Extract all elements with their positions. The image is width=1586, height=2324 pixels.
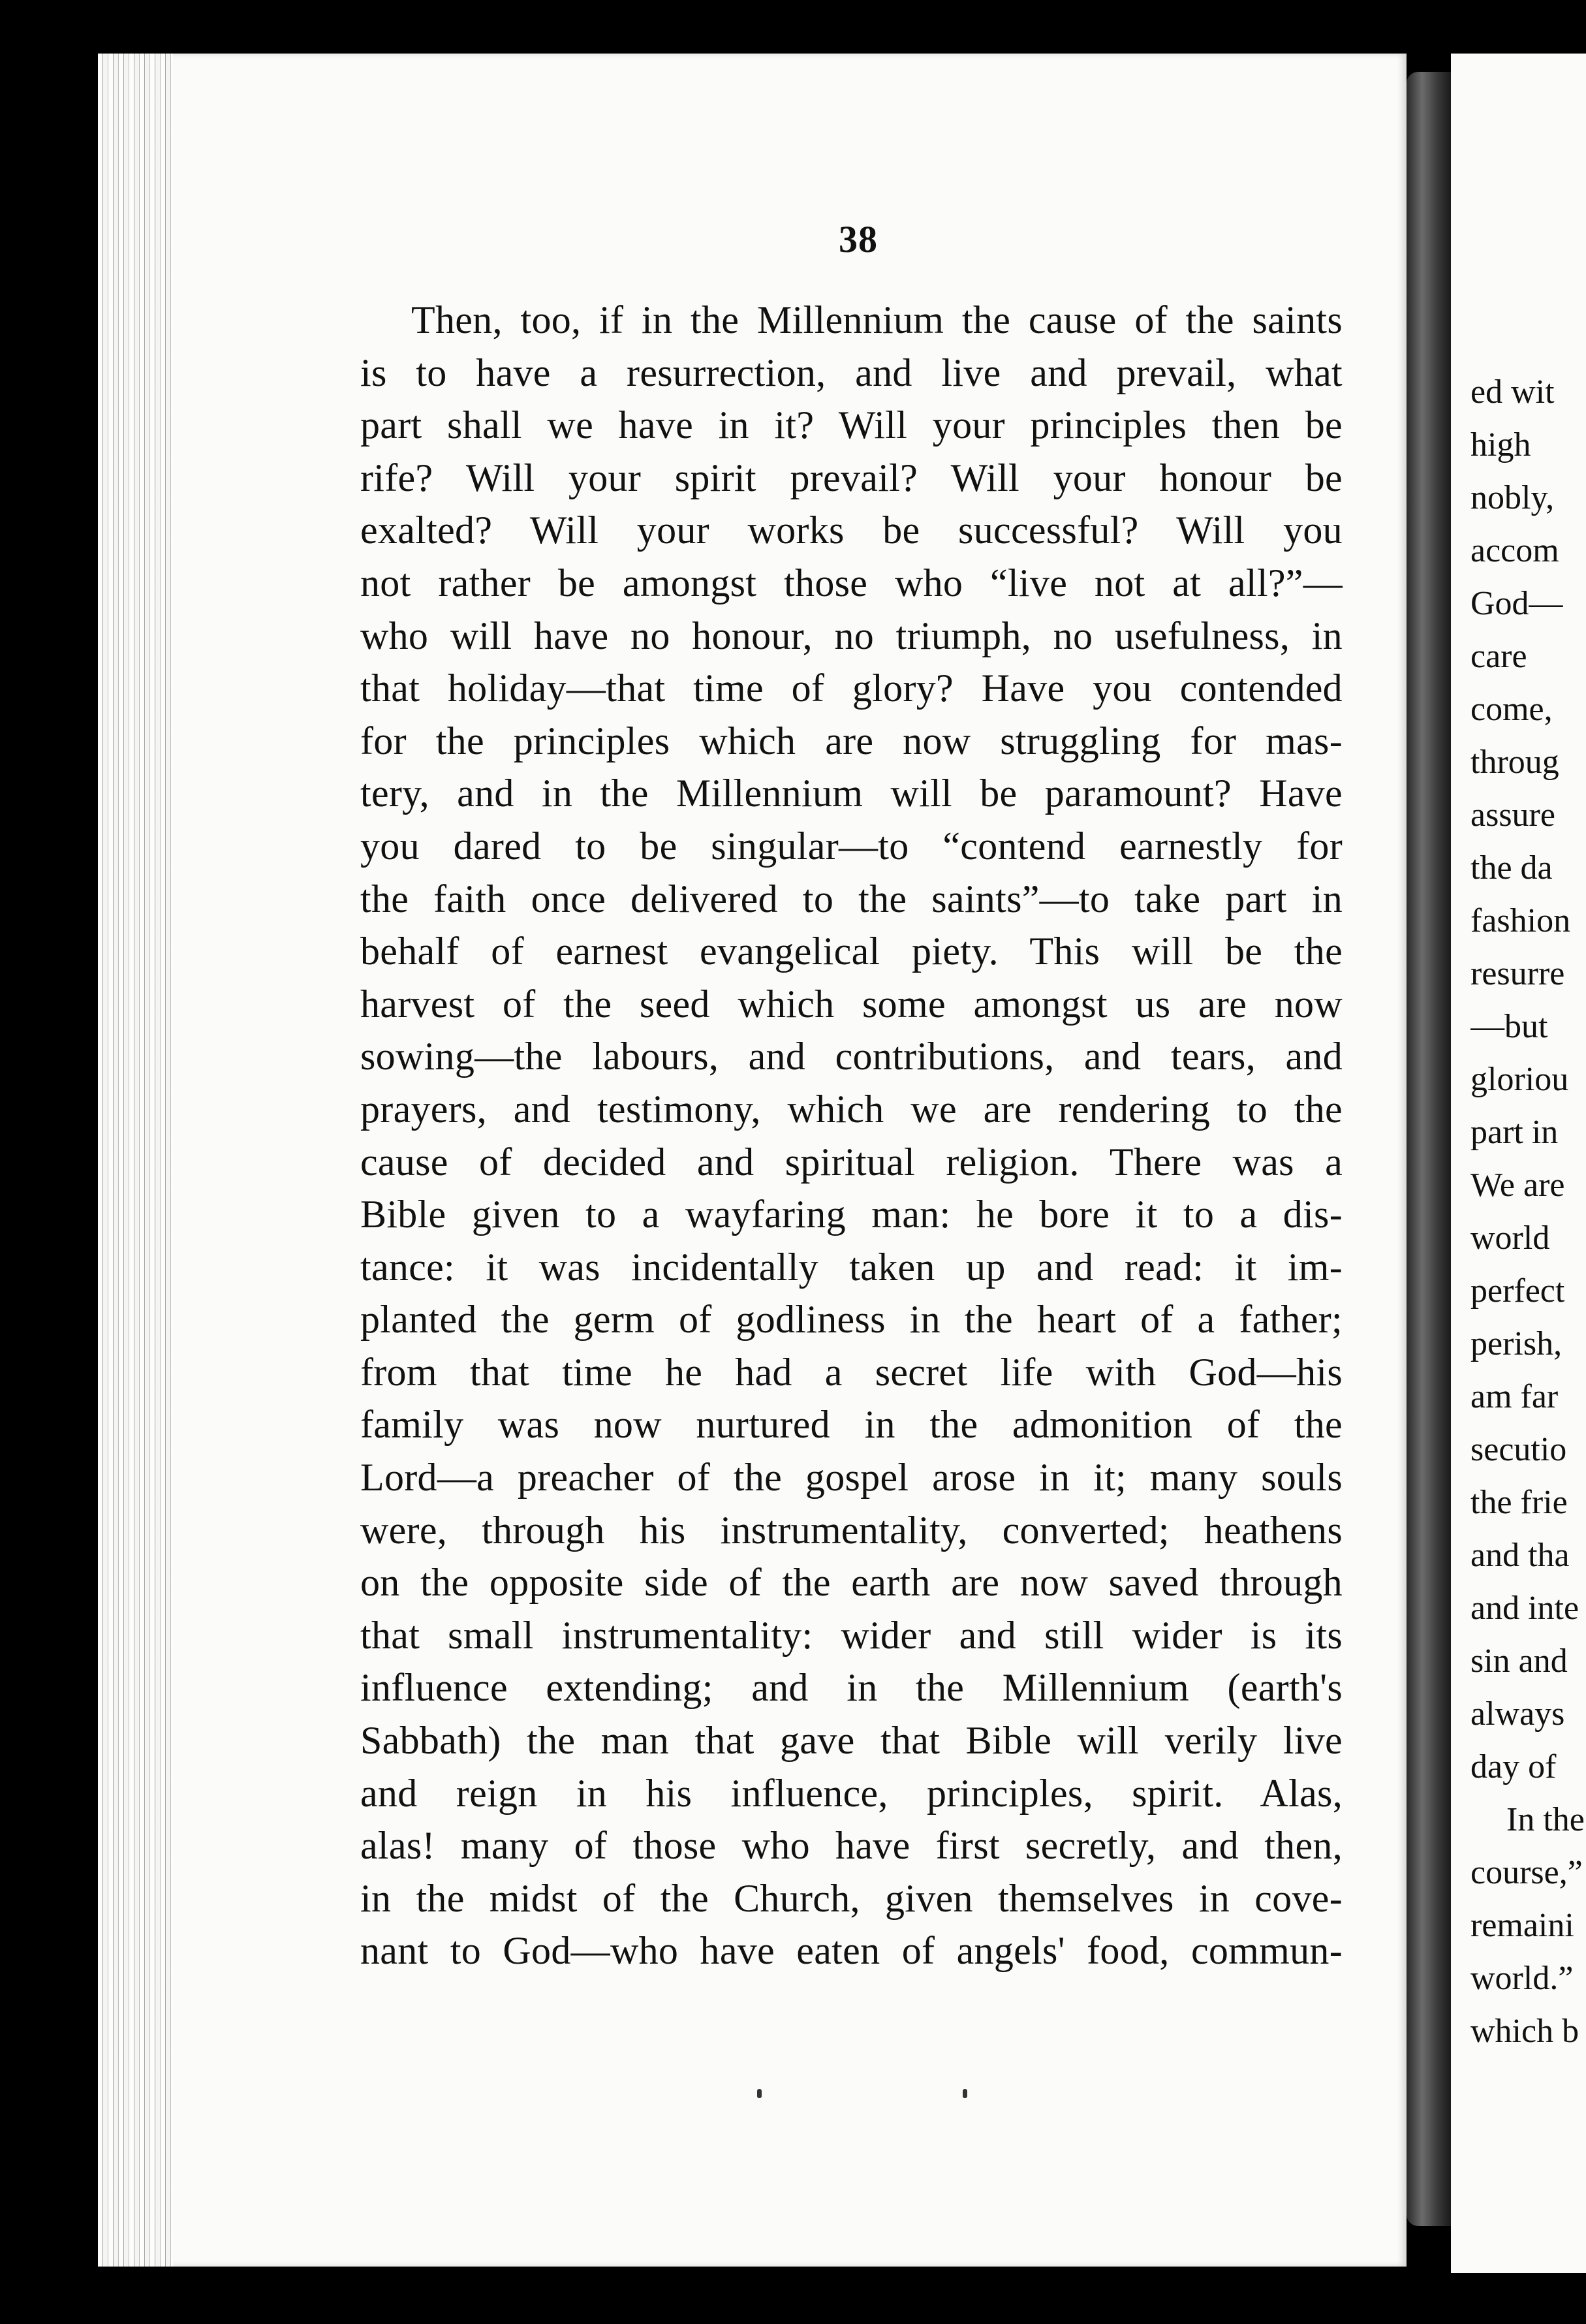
text-line: behalf of earnest evangelical piety. This will be the — [360, 930, 1343, 973]
text-line: you dared to be singular—to “contend earnestly for — [360, 824, 1343, 868]
text-line: course,” — [1470, 1854, 1583, 1891]
text-line: We are — [1470, 1167, 1565, 1204]
text-line: family was now nurtured in the admonition of the — [360, 1403, 1343, 1447]
text-line: nant to God—who have eaten of angels' food, commun- — [360, 1929, 1343, 1973]
text-line: tance: it was incidentally taken up and read: it im- — [360, 1245, 1343, 1289]
body-text — [360, 294, 1343, 1977]
text-line: rife? Will your spirit prevail? Will your honour be — [360, 456, 1343, 499]
text-line: tery, and in the Millennium will be paramount? Have — [360, 772, 1343, 815]
text-line: world.” — [1470, 1960, 1574, 1997]
text-line: harvest of the seed which some amongst us are now — [360, 982, 1343, 1026]
text-line: Sabbath) the man that gave that Bible will verily live — [360, 1719, 1343, 1763]
scan-border — [0, 0, 1586, 52]
book-spine — [1407, 72, 1451, 2226]
text-line: sowing—the labours, and contributions, and tears, and — [360, 1035, 1343, 1078]
print-speck — [963, 2089, 967, 2098]
text-line: exalted? Will your works be successful? Will you — [360, 509, 1343, 552]
text-line: alas! many of those who have first secretly, and then, — [360, 1824, 1343, 1868]
text-line: care — [1470, 638, 1527, 675]
text-line: not rather be amongst those who “live not at all?”— — [360, 561, 1343, 605]
right-page-text — [1470, 366, 1586, 2058]
text-line: from that time he had a secret life with God—his — [360, 1350, 1343, 1394]
text-line: fashion — [1470, 902, 1571, 939]
text-line: Bible given to a wayfaring man: he bore it to a dis- — [360, 1193, 1343, 1236]
text-line: —but — [1470, 1008, 1548, 1045]
text-line: which b — [1470, 2013, 1579, 2050]
text-line: throug — [1470, 744, 1559, 781]
text-line: in the midst of the Church, given themselves in cove- — [360, 1876, 1343, 1920]
text-line: resurre — [1470, 955, 1565, 992]
text-line: perish, — [1470, 1325, 1563, 1362]
text-line: part in — [1470, 1114, 1559, 1151]
text-line: gloriou — [1470, 1061, 1569, 1098]
text-line: and tha — [1470, 1537, 1570, 1574]
text-line: Then, too, if in the Millennium the cause of the saints — [411, 298, 1343, 341]
text-line: that small instrumentality: wider and still wider is its — [360, 1613, 1343, 1657]
text-line: who will have no honour, no triumph, no usefulness, in — [360, 614, 1343, 657]
text-line: for the principles which are now struggling for mas- — [360, 719, 1343, 762]
text-line: influence extending; and in the Millennium (earth's — [360, 1666, 1343, 1710]
text-line: that holiday—that time of glory? Have you contended — [360, 667, 1343, 710]
text-line: and inte — [1470, 1590, 1579, 1627]
text-line: is to have a resurrection, and live and prevail, what — [360, 351, 1343, 394]
text-line: prayers, and testimony, which we are rendering to the — [360, 1087, 1343, 1131]
page-number: 38 — [839, 218, 878, 260]
text-line: high — [1470, 426, 1531, 463]
page-edges — [98, 54, 173, 2267]
text-line: accom — [1470, 532, 1559, 569]
text-line: and reign in his influence, principles, spirit. Alas, — [360, 1771, 1343, 1815]
text-line: remaini — [1470, 1907, 1574, 1944]
text-line: part shall we have in it? Will your principles then be — [360, 403, 1343, 447]
text-line: God— — [1470, 585, 1563, 622]
text-line: Lord—a preacher of the gospel arose in it; many souls — [360, 1456, 1343, 1500]
text-line: on the opposite side of the earth are now saved through — [360, 1561, 1343, 1605]
right-page — [1451, 54, 1586, 2273]
text-line: assure — [1470, 796, 1555, 834]
print-marks — [757, 2089, 979, 2109]
text-line: were, through his instrumentality, converted; heathens — [360, 1508, 1343, 1552]
text-line: cause of decided and spiritual religion. There was a — [360, 1140, 1343, 1184]
print-speck — [757, 2089, 762, 2098]
text-line: world — [1470, 1219, 1550, 1257]
text-line: always — [1470, 1695, 1565, 1733]
text-line: day of — [1470, 1748, 1557, 1785]
text-line: perfect — [1470, 1272, 1565, 1310]
text-line: ed wit — [1470, 373, 1555, 411]
text-line: planted the germ of godliness in the heart of a father; — [360, 1298, 1343, 1342]
text-line: come, — [1470, 691, 1553, 728]
text-line: the faith once delivered to the saints”—to take part in — [360, 877, 1343, 920]
text-line: am far — [1470, 1378, 1559, 1415]
text-line: nobly, — [1470, 479, 1555, 516]
text-line: the frie — [1470, 1484, 1568, 1521]
text-line: secutio — [1470, 1431, 1567, 1468]
text-line: sin and — [1470, 1642, 1568, 1680]
text-line: the da — [1470, 849, 1553, 887]
text-line: In the — [1506, 1801, 1585, 1838]
